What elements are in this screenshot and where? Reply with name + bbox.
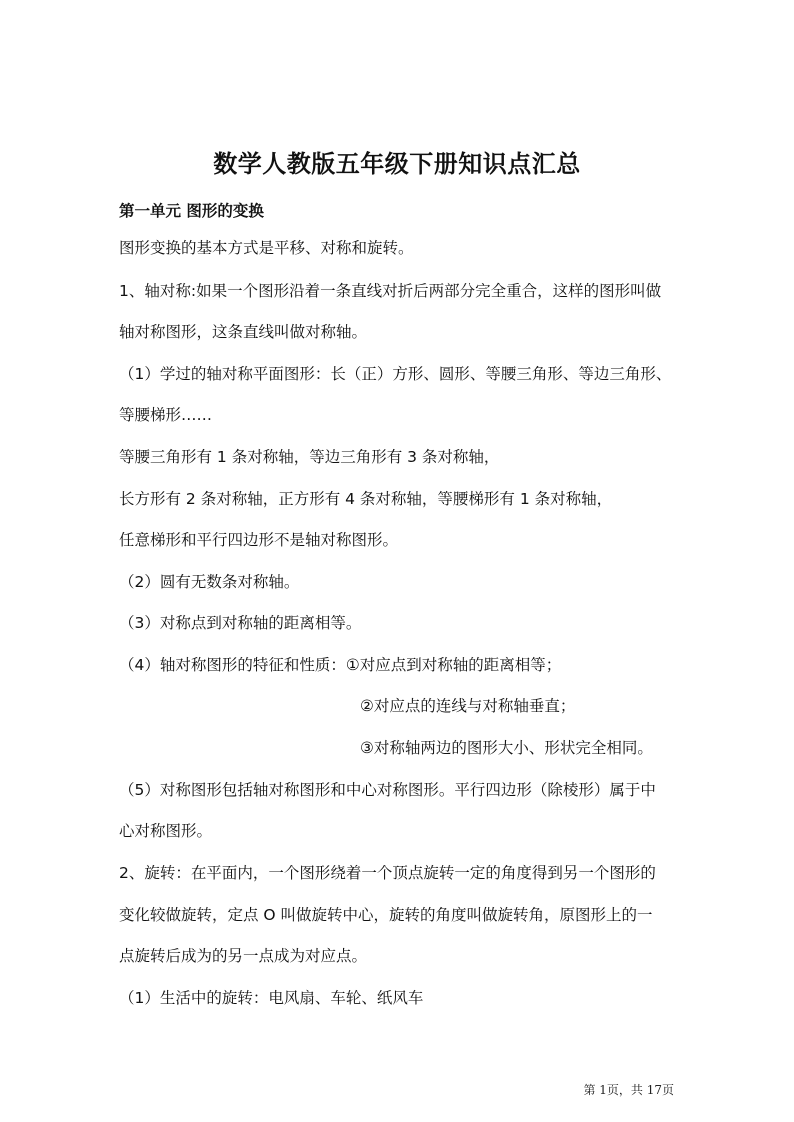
section-heading: 第一单元 图形的变换 (119, 202, 264, 220)
paragraph-line: （3）对称点到对称轴的距离相等。 (119, 614, 362, 632)
document-title: 数学人教版五年级下册知识点汇总 (213, 149, 581, 178)
paragraph-line: （2）圆有无数条对称轴。 (119, 573, 300, 591)
paragraph-line: （1）学过的轴对称平面图形：长（正）方形、圆形、等腰三角形、等边三角形、 (119, 365, 672, 383)
paragraph-line: 等腰三角形有 1 条对称轴，等边三角形有 3 条对称轴， (119, 448, 500, 466)
paragraph-line: （4）轴对称图形的特征和性质：①对应点到对称轴的距离相等； (119, 656, 562, 674)
paragraph-line: 任意梯形和平行四边形不是轴对称图形。 (119, 531, 399, 549)
paragraph-line: 心对称图形。 (119, 822, 213, 840)
paragraph-line: 2、旋转：在平面内，一个图形绕着一个顶点旋转一定的角度得到另一个图形的 (119, 864, 656, 882)
paragraph-line: 长方形有 2 条对称轴，正方形有 4 条对称轴，等腰梯形有 1 条对称轴， (119, 490, 613, 508)
paragraph-line: 1、轴对称:如果一个图形沿着一条直线对折后两部分完全重合，这样的图形叫做 (119, 282, 662, 300)
page-number: 第 1页，共 17页 (583, 1083, 674, 1097)
paragraph-line: 点旋转后成为的另一点成为对应点。 (119, 947, 368, 965)
paragraph-line: ③对称轴两边的图形大小、形状完全相同。 (360, 739, 653, 757)
paragraph-line: ②对应点的连线与对称轴垂直； (360, 697, 576, 715)
paragraph-line: 轴对称图形，这条直线叫做对称轴。 (119, 323, 368, 341)
paragraph-line: （1）生活中的旋转：电风扇、车轮、纸风车 (119, 989, 424, 1007)
paragraph-line: 图形变换的基本方式是平移、对称和旋转。 (119, 239, 414, 257)
paragraph-line: 变化较做旋转，定点 O 叫做旋转中心，旋转的角度叫做旋转角，原图形上的一 (119, 906, 653, 924)
paragraph-line: 等腰梯形…… (119, 406, 213, 424)
paragraph-line: （5）对称图形包括轴对称图形和中心对称图形。平行四边形（除棱形）属于中 (119, 781, 656, 799)
